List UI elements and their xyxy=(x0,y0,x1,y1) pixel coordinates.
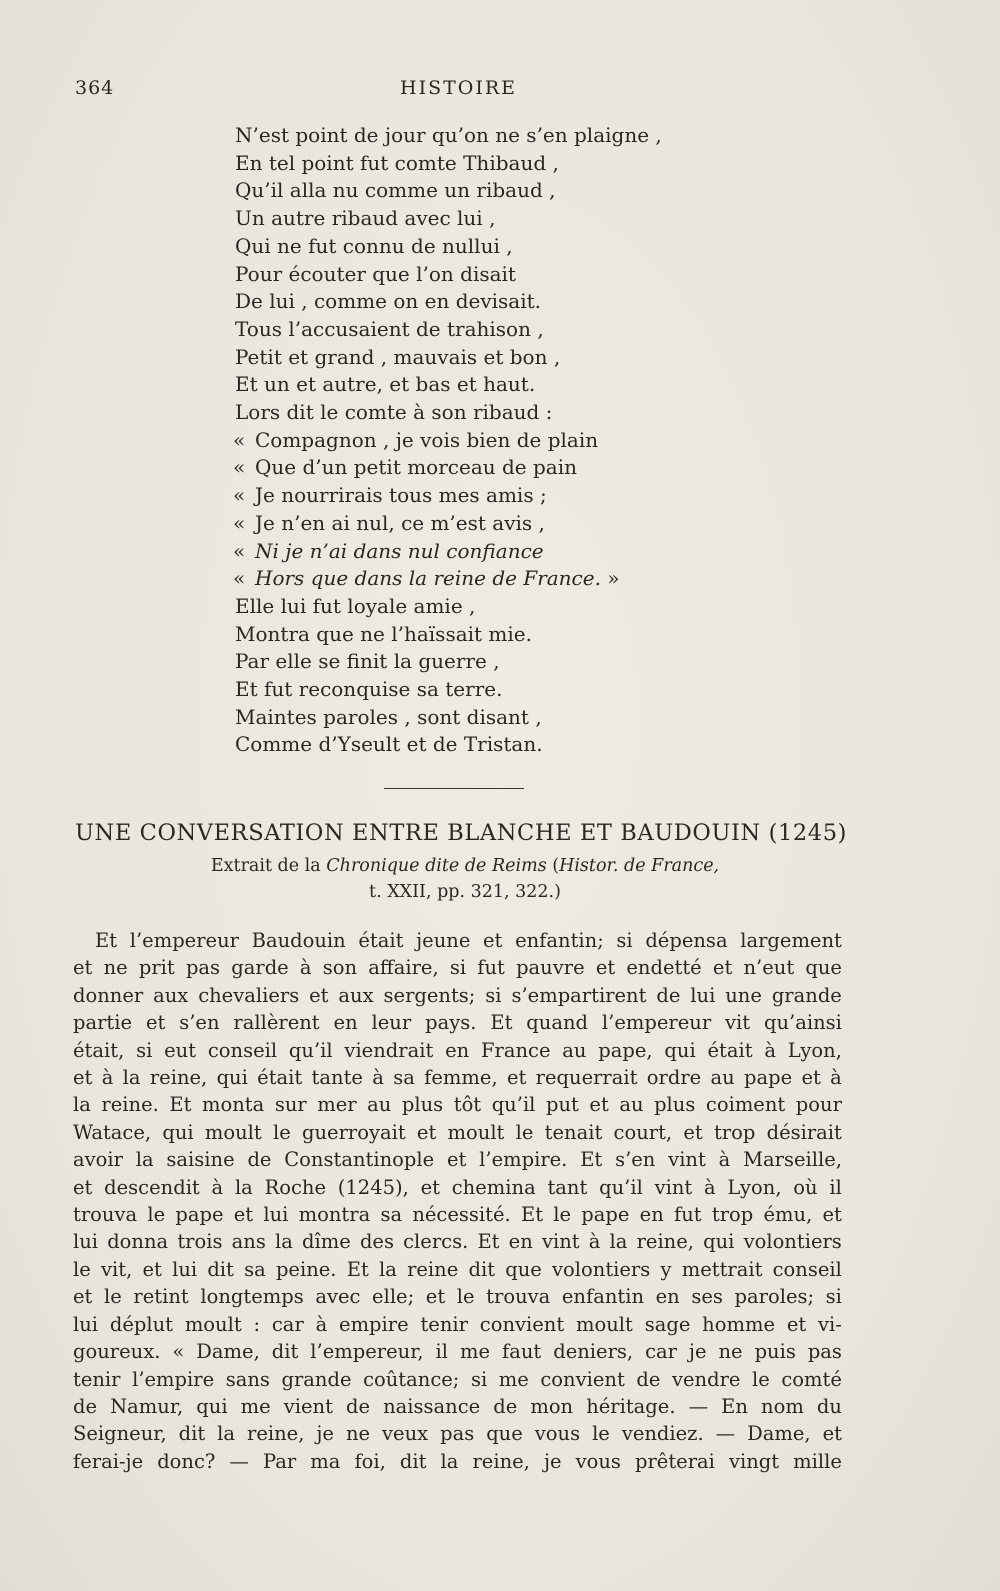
verse-text: Lors dit le comte à son ribaud : xyxy=(235,400,553,425)
verse-line xyxy=(235,150,795,178)
prose-line: Seigneur, dit la reine, je ne veux pas que vous le vendiez. — Dame, et xyxy=(73,1422,842,1446)
prose-line: avoir la saisine de Constantinople et l’empire. Et s’en vint à Marseille, xyxy=(73,1148,842,1172)
page-number: 364 xyxy=(75,77,115,99)
verse-line xyxy=(235,704,795,732)
prose-line: et le retint longtemps avec elle; et le trouva enfantin en ses paroles; si xyxy=(73,1285,842,1309)
prose-line: lui donna trois ans la dîme des clercs. Et en vint à la reine, qui volontiers xyxy=(73,1230,842,1254)
prose-line: Et l’empereur Baudouin était jeune et enfantin; si dépensa largement xyxy=(95,929,842,952)
section-title: UNE CONVERSATION ENTRE BLANCHE ET BAUDOUIN (1245) xyxy=(75,820,847,846)
source-citation-line-2: t. XXII, pp. 321, 322.) xyxy=(369,882,561,902)
prose-line: et à la reine, qui était tante à sa femme, et requerrait ordre au pape et à xyxy=(73,1066,842,1090)
prose-line: la reine. Et monta sur mer au plus tôt qu’il put et au plus coiment pour xyxy=(73,1093,842,1117)
prose-line: le vit, et lui dit sa peine. Et la reine dit que volontiers y mettrait conseil xyxy=(73,1257,842,1281)
verse-line xyxy=(235,648,795,676)
verse-text: Et fut reconquise sa terre. xyxy=(235,677,503,702)
section-divider xyxy=(384,788,524,789)
prose-body xyxy=(73,927,842,1475)
verse-text: Que d’un petit morceau de pain xyxy=(255,455,577,480)
verse-text: Montra que ne l’haïssait mie. xyxy=(235,621,532,646)
verse-line xyxy=(235,122,795,150)
source-mid: ( xyxy=(546,856,560,876)
source-citation-line-1 xyxy=(75,856,855,876)
verse-text: Qu’il alla nu comme un ribaud , xyxy=(235,178,556,203)
verse-text: Hors que dans la reine de France. xyxy=(255,566,601,591)
prose-line: ferai-je donc? — Par ma foi, dit la reine, je vous prêterai vingt mille xyxy=(73,1449,842,1473)
prose-line: Watace, qui moult le guerroyait et moult le tenait court, et trop désirait xyxy=(73,1120,842,1144)
verse-line xyxy=(235,233,795,261)
verse-text: Pour écouter que l’on disait xyxy=(235,261,516,286)
verse-text: Un autre ribaud avec lui , xyxy=(235,206,496,231)
verse-line xyxy=(235,177,795,205)
prose-line: tenir l’empire sans grande coûtance; si me convient de vendre le comté xyxy=(73,1367,842,1391)
verse-line xyxy=(235,288,795,316)
verse-text: Je nourrirais tous mes amis ; xyxy=(255,483,547,508)
verse-close-quote: » xyxy=(600,566,620,591)
prose-line: goureux. « Dame, dit l’empereur, il me faut deniers, car je ne puis pas xyxy=(73,1340,842,1364)
verse-quote-mark: « xyxy=(233,566,246,591)
verse-quote-mark: « xyxy=(233,455,246,480)
verse-text: Elle lui fut loyale amie , xyxy=(235,593,476,618)
verse-line xyxy=(235,371,795,399)
verse-text: Je n’en ai nul, ce m’est avis , xyxy=(255,510,545,535)
verse-text: Comme d’Yseult et de Tristan. xyxy=(235,732,543,757)
verse-quote-mark: « xyxy=(233,538,246,563)
verse-quote-mark: « xyxy=(233,483,246,508)
verse-quote-mark: « xyxy=(233,427,246,452)
verse-line xyxy=(235,316,795,344)
verse-line xyxy=(235,621,795,649)
verse-line xyxy=(235,565,795,593)
source-prefix: Extrait de la xyxy=(210,856,327,876)
source-collection: Histor. de France, xyxy=(559,856,720,876)
prose-line: et ne prit pas garde à son affaire, si fut pauvre et endetté et n’eut que xyxy=(73,956,842,980)
verse-line xyxy=(235,399,795,427)
verse-text: Maintes paroles , sont disant , xyxy=(235,704,542,729)
verse-text: Tous l’accusaient de trahison , xyxy=(235,316,544,341)
prose-line: lui déplut moult : car à empire tenir convient moult sage homme et vi- xyxy=(73,1312,842,1336)
prose-line: donner aux chevaliers et aux sergents; si s’empartirent de lui une grande xyxy=(73,983,842,1007)
verse-line xyxy=(235,482,795,510)
prose-line: et descendit à la Roche (1245), et chemina tant qu’il vint à Lyon, où il xyxy=(73,1175,842,1199)
verse-line xyxy=(235,261,795,289)
verse-text: Par elle se finit la guerre , xyxy=(235,649,500,674)
verse-text: Compagnon , je vois bien de plain xyxy=(255,427,599,452)
verse-text: Qui ne fut connu de nullui , xyxy=(235,233,513,258)
verse-line xyxy=(235,731,795,759)
verse-text: De lui , comme on en devisait. xyxy=(235,289,542,314)
prose-line: trouva le pape et lui montra sa nécessité. Et le pape en fut trop ému, et xyxy=(73,1203,842,1227)
prose-line: était, si eut conseil qu’il viendrait en France au pape, qui était à Lyon, xyxy=(73,1038,842,1062)
verse-line xyxy=(235,205,795,233)
verse-line xyxy=(235,538,795,566)
verse-line xyxy=(235,593,795,621)
verse-line xyxy=(235,344,795,372)
verse-text: En tel point fut comte Thibaud , xyxy=(235,150,559,175)
verse-line xyxy=(235,427,795,455)
running-head: HISTOIRE xyxy=(400,77,518,99)
source-title: Chronique dite de Reims xyxy=(326,856,547,876)
verse-text: Petit et grand , mauvais et bon , xyxy=(235,344,561,369)
verse-line xyxy=(235,510,795,538)
poem xyxy=(235,122,795,759)
verse-text: Et un et autre, et bas et haut. xyxy=(235,372,536,397)
prose-line: partie et s’en rallèrent en leur pays. Et quand l’empereur vit qu’ainsi xyxy=(73,1011,842,1035)
prose-line: de Namur, qui me vient de naissance de mon héritage. — En nom du xyxy=(73,1394,842,1418)
verse-line xyxy=(235,454,795,482)
verse-quote-mark: « xyxy=(233,510,246,535)
verse-text: Ni je n’ai dans nul confiance xyxy=(255,538,544,563)
verse-text: N’est point de jour qu’on ne s’en plaigne , xyxy=(235,123,662,147)
verse-line xyxy=(235,676,795,704)
